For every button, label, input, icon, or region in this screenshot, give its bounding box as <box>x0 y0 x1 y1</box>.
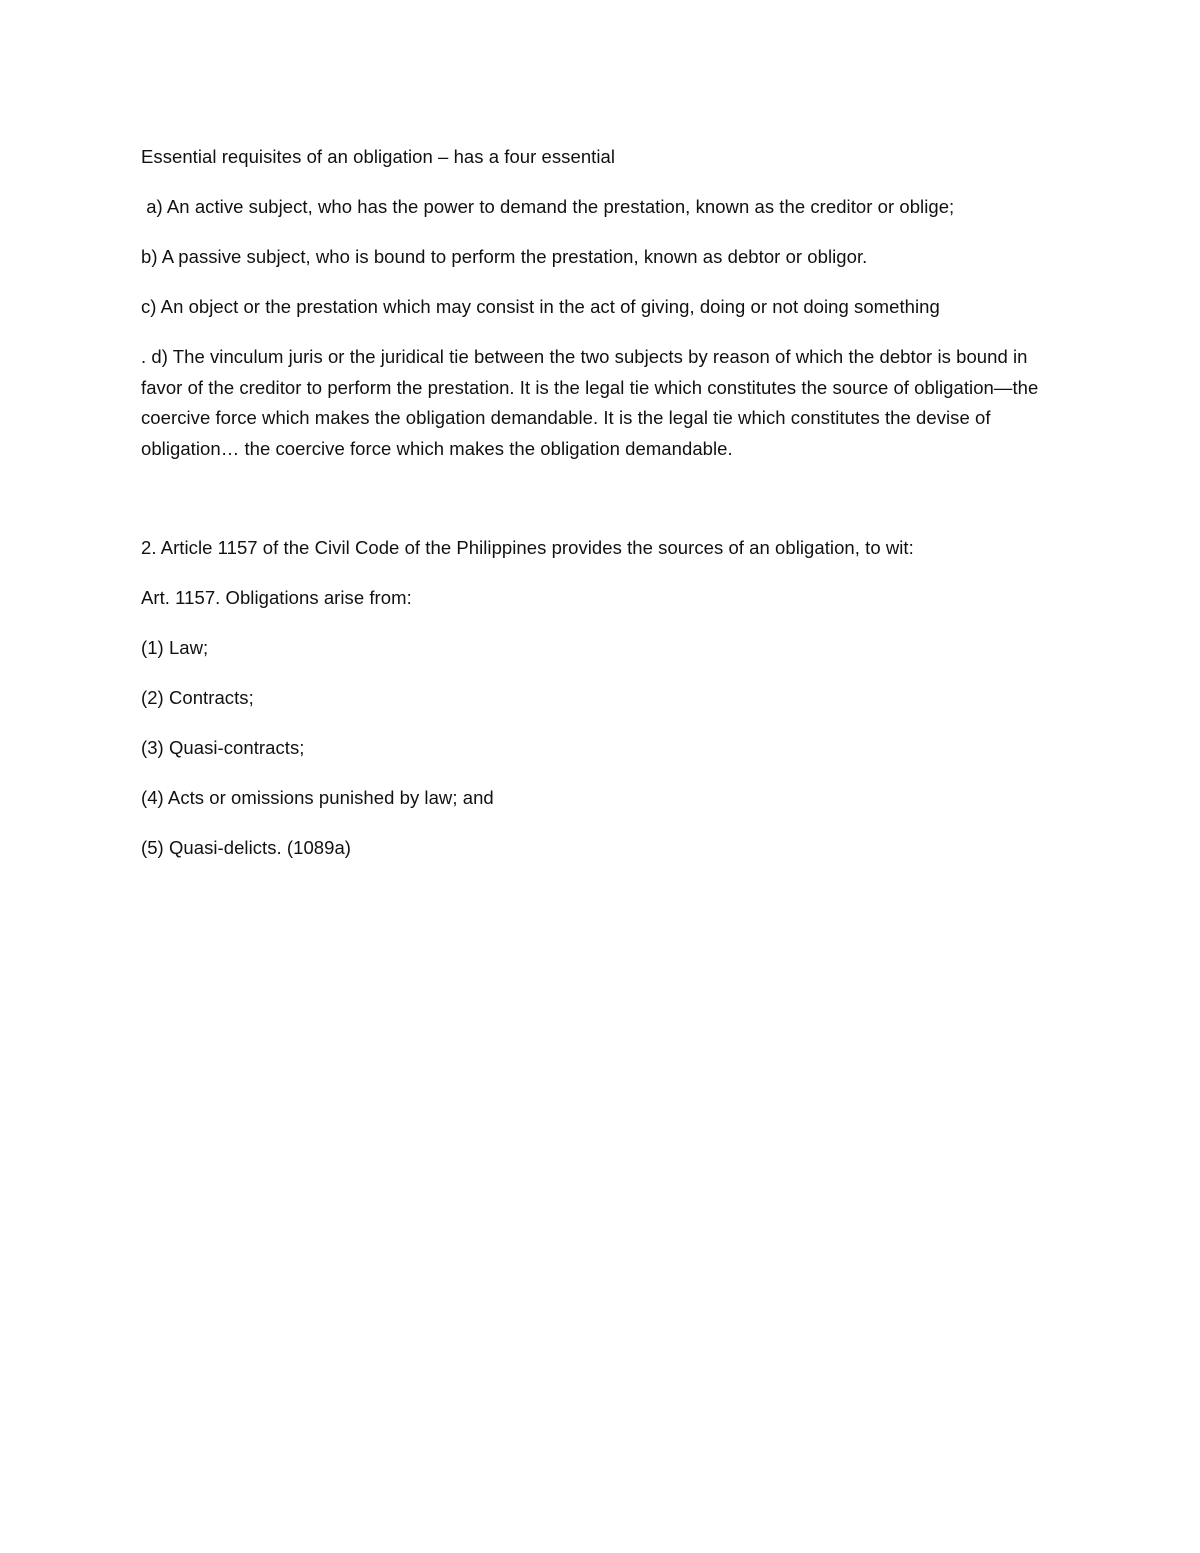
article-heading: Art. 1157. Obligations arise from: <box>141 586 412 608</box>
source-item-quasi-contracts: (3) Quasi-contracts; <box>141 736 305 758</box>
section-2-intro: 2. Article 1157 of the Civil Code of the Philippines provides the sources of an obligation, to wit: <box>141 536 914 558</box>
requisite-b: b) A passive subject, who is bound to perform the prestation, known as debtor or obligor. <box>141 246 868 267</box>
requisite-a: a) An active subject, who has the power to demand the prestation, known as the creditor or oblige; <box>141 196 955 217</box>
requisite-d: . d) The vinculum juris or the juridical tie between the two subjects by reason of which the debtor is bound in favor of the creditor to perform the prestation. It is the legal tie which constitutes the source of obligation—the coercive force which makes the obligation demandable. It is the legal tie which constitutes the devise of obligation… the coercive force which makes the obligation demandable. <box>141 346 1039 459</box>
source-item-acts-omissions: (4) Acts or omissions punished by law; and <box>141 786 494 808</box>
section-spacer <box>141 484 1071 533</box>
document-body <box>141 142 1071 883</box>
source-item-contracts: (2) Contracts; <box>141 686 254 708</box>
source-item-quasi-delicts: (5) Quasi-delicts. (1089a) <box>141 836 352 858</box>
requisite-c: c) An object or the prestation which may consist in the act of giving, doing or not doing something <box>141 296 940 317</box>
requisites-heading: Essential requisites of an obligation – has a four essential <box>141 146 616 167</box>
source-item-law: (1) Law; <box>141 636 209 658</box>
